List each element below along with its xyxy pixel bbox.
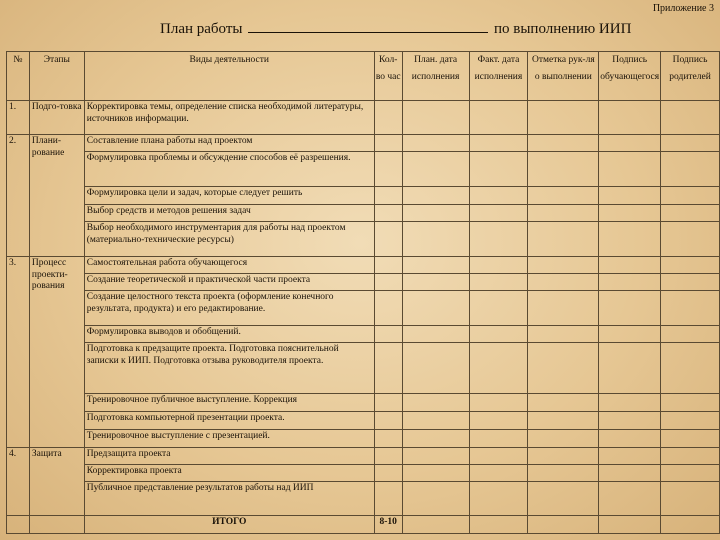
mark-cell [528, 222, 599, 257]
fact-date-cell [469, 222, 528, 257]
table-row [7, 152, 720, 187]
sign-student-cell [599, 465, 661, 482]
table-row [7, 135, 720, 152]
fact-date-cell [469, 343, 528, 394]
plan-date-cell [402, 135, 469, 152]
sign-parents-cell [661, 430, 720, 448]
sign-parents-cell [661, 152, 720, 187]
sign-parents-cell [661, 394, 720, 412]
plan-date-cell [402, 394, 469, 412]
table-row [7, 430, 720, 448]
plan-date-cell [402, 326, 469, 343]
stage-name: Защита [29, 448, 84, 516]
mark-cell [528, 343, 599, 394]
plan-date-cell [402, 516, 469, 534]
fact-date-cell [469, 274, 528, 291]
fact-date-cell [469, 448, 528, 465]
sign-parents-cell [661, 516, 720, 534]
plan-date-cell [402, 257, 469, 274]
hours-cell [374, 205, 402, 222]
fact-date-cell [469, 430, 528, 448]
mark-cell [528, 101, 599, 135]
activity-cell: Корректировка темы, определение списка необходимой литературы, источников информации. [84, 101, 374, 135]
hours-cell [374, 430, 402, 448]
header-num: № [7, 52, 30, 101]
stage-num: 4. [7, 448, 30, 516]
fact-date-cell [469, 394, 528, 412]
hours-cell [374, 274, 402, 291]
sign-parents-cell [661, 326, 720, 343]
fact-date-cell [469, 465, 528, 482]
appendix-label: Приложение 3 [652, 3, 714, 14]
header-sign-parents: Подпись родителей [661, 52, 720, 101]
stage-num: 2. [7, 135, 30, 257]
hours-cell [374, 101, 402, 135]
page-title [160, 20, 631, 38]
hours-cell [374, 448, 402, 465]
table-row [7, 394, 720, 412]
header-plan-date: План. дата исполнения [402, 52, 469, 101]
sign-student-cell [599, 274, 661, 291]
sign-student-cell [599, 187, 661, 205]
activity-cell: Выбор необходимого инструментария для работы над проектом (материально-технические ресурсы) [84, 222, 374, 257]
table-row [7, 291, 720, 326]
hours-cell [374, 343, 402, 394]
title-left: План работы [160, 21, 243, 37]
sign-parents-cell [661, 482, 720, 516]
table-row [7, 465, 720, 482]
title-blank-line [248, 20, 488, 33]
hours-cell [374, 394, 402, 412]
hours-cell [374, 257, 402, 274]
hours-cell [374, 412, 402, 430]
mark-cell [528, 465, 599, 482]
stage-name: Подго-товка [29, 101, 84, 135]
total-row [7, 516, 720, 534]
plan-date-cell [402, 412, 469, 430]
plan-date-cell [402, 430, 469, 448]
sign-parents-cell [661, 291, 720, 326]
hours-cell [374, 326, 402, 343]
activity-cell: Создание целостного текста проекта (оформление конечного результата, продукта) и его редактирование. [84, 291, 374, 326]
sign-student-cell [599, 482, 661, 516]
sign-parents-cell [661, 448, 720, 465]
mark-cell [528, 412, 599, 430]
mark-cell [528, 516, 599, 534]
sign-parents-cell [661, 412, 720, 430]
title-right: по выполнению ИИП [493, 21, 632, 37]
table-row [7, 412, 720, 430]
activity-cell: Тренировочное публичное выступление. Коррекция [84, 394, 374, 412]
mark-cell [528, 394, 599, 412]
activity-cell: Предзащита проекта [84, 448, 374, 465]
sign-student-cell [599, 222, 661, 257]
sign-parents-cell [661, 222, 720, 257]
stage-name: Плани-рование [29, 135, 84, 257]
sign-parents-cell [661, 343, 720, 394]
activity-cell: Подготовка к предзащите проекта. Подготовка пояснительной записки к ИИП. Подготовка отзыва руководителя проекта. [84, 343, 374, 394]
hours-cell [374, 465, 402, 482]
activity-cell: Выбор средств и методов решения задач [84, 205, 374, 222]
header-stage: Этапы [29, 52, 84, 101]
header-fact-date: Факт. дата исполнения [469, 52, 528, 101]
mark-cell [528, 135, 599, 152]
header-sign-student: Подпись обучающегося [599, 52, 661, 101]
activity-cell: Подготовка компьютерной презентации проекта. [84, 412, 374, 430]
sign-student-cell [599, 257, 661, 274]
plan-date-cell [402, 152, 469, 187]
mark-cell [528, 291, 599, 326]
sign-student-cell [599, 152, 661, 187]
hours-cell [374, 135, 402, 152]
fact-date-cell [469, 326, 528, 343]
plan-date-cell [402, 465, 469, 482]
header-row [7, 52, 720, 101]
sign-student-cell [599, 205, 661, 222]
sign-student-cell [599, 343, 661, 394]
stage-num: 3. [7, 257, 30, 448]
work-plan-table [6, 51, 720, 534]
header-activity: Виды деятельности [84, 52, 374, 101]
plan-date-cell [402, 291, 469, 326]
table-row [7, 187, 720, 205]
sign-parents-cell [661, 135, 720, 152]
activity-cell: Составление плана работы над проектом [84, 135, 374, 152]
mark-cell [528, 326, 599, 343]
activity-cell: Формулировка выводов и обобщений. [84, 326, 374, 343]
mark-cell [528, 152, 599, 187]
sign-parents-cell [661, 465, 720, 482]
fact-date-cell [469, 101, 528, 135]
fact-date-cell [469, 152, 528, 187]
plan-date-cell [402, 274, 469, 291]
mark-cell [528, 205, 599, 222]
mark-cell [528, 448, 599, 465]
fact-date-cell [469, 291, 528, 326]
stage-num: 1. [7, 101, 30, 135]
plan-date-cell [402, 187, 469, 205]
sign-student-cell [599, 101, 661, 135]
table-row [7, 448, 720, 465]
activity-cell: Публичное представление результатов работы над ИИП [84, 482, 374, 516]
mark-cell [528, 430, 599, 448]
table-row [7, 257, 720, 274]
table-row [7, 326, 720, 343]
plan-date-cell [402, 343, 469, 394]
plan-date-cell [402, 482, 469, 516]
activity-cell: Создание теоретической и практической части проекта [84, 274, 374, 291]
table-row [7, 482, 720, 516]
mark-cell [528, 257, 599, 274]
hours-cell [374, 152, 402, 187]
sign-student-cell [599, 516, 661, 534]
table-row [7, 205, 720, 222]
mark-cell [528, 482, 599, 516]
total-stage-cell [29, 516, 84, 534]
plan-date-cell [402, 101, 469, 135]
total-hours: 8-10 [374, 516, 402, 534]
sign-parents-cell [661, 101, 720, 135]
sign-parents-cell [661, 205, 720, 222]
activity-cell: Тренировочное выступление с презентацией. [84, 430, 374, 448]
total-label: ИТОГО [84, 516, 374, 534]
hours-cell [374, 187, 402, 205]
fact-date-cell [469, 135, 528, 152]
sign-student-cell [599, 448, 661, 465]
fact-date-cell [469, 187, 528, 205]
activity-cell: Корректировка проекта [84, 465, 374, 482]
fact-date-cell [469, 205, 528, 222]
plan-date-cell [402, 448, 469, 465]
sign-parents-cell [661, 187, 720, 205]
table-row [7, 343, 720, 394]
sign-student-cell [599, 135, 661, 152]
sign-student-cell [599, 291, 661, 326]
hours-cell [374, 291, 402, 326]
sign-parents-cell [661, 257, 720, 274]
sign-student-cell [599, 430, 661, 448]
mark-cell [528, 187, 599, 205]
stage-name: Процесс проекти-рования [29, 257, 84, 448]
fact-date-cell [469, 482, 528, 516]
sign-student-cell [599, 394, 661, 412]
hours-cell [374, 222, 402, 257]
header-mark: Отметка рук-ля о выполнении [528, 52, 599, 101]
fact-date-cell [469, 412, 528, 430]
mark-cell [528, 274, 599, 291]
total-num-cell [7, 516, 30, 534]
plan-date-cell [402, 222, 469, 257]
table-row [7, 101, 720, 135]
header-hours: Кол-во час [374, 52, 402, 101]
activity-cell: Самостоятельная работа обучающегося [84, 257, 374, 274]
fact-date-cell [469, 257, 528, 274]
activity-cell: Формулировка цели и задач, которые следует решить [84, 187, 374, 205]
activity-cell: Формулировка проблемы и обсуждение способов её разрешения. [84, 152, 374, 187]
sign-student-cell [599, 326, 661, 343]
table-row [7, 222, 720, 257]
sign-parents-cell [661, 274, 720, 291]
plan-date-cell [402, 205, 469, 222]
sign-student-cell [599, 412, 661, 430]
fact-date-cell [469, 516, 528, 534]
hours-cell [374, 482, 402, 516]
table-row [7, 274, 720, 291]
